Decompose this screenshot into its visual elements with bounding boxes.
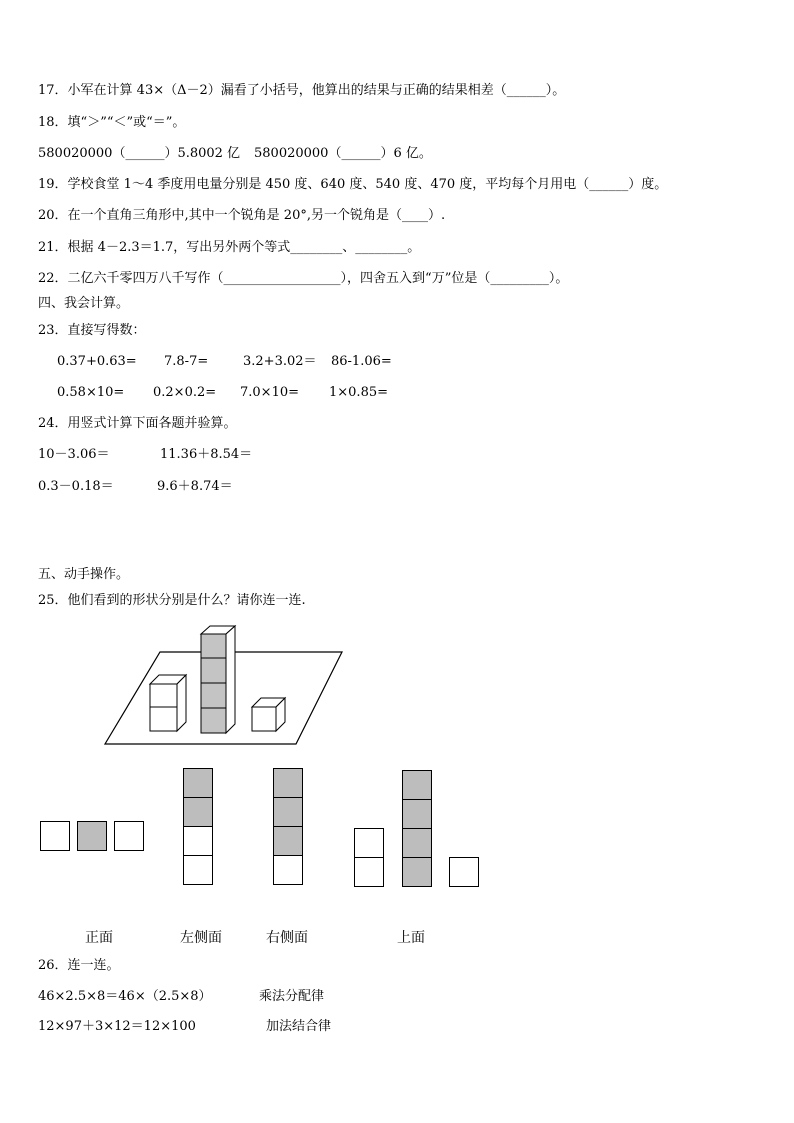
square-cell (354, 828, 384, 858)
calc-item: 0.37+0.63= (57, 354, 137, 369)
square-cell (114, 821, 144, 851)
question-21: 21．根据 4－2.3＝1.7，写出另外两个等式________、________。 (38, 240, 421, 255)
square-cell (183, 855, 213, 885)
square-cell (77, 821, 107, 851)
square-cell (183, 826, 213, 856)
square-cell (273, 797, 303, 827)
law-name: 乘法分配律 (259, 989, 325, 1004)
cube-single (252, 698, 285, 731)
question-26: 26．连一连。 (38, 958, 120, 973)
cube-stack-tall (201, 626, 235, 733)
view-label-right-side: 右侧面 (266, 930, 308, 946)
calc-item: 7.8-7= (164, 354, 209, 369)
question-18-item-a: 580020000（______）5.8002 亿 (38, 146, 241, 161)
calc-item: 0.2×0.2= (153, 385, 217, 400)
square-cell (402, 770, 432, 800)
square-cell (273, 855, 303, 885)
square-cell (354, 857, 384, 887)
square-cell (402, 828, 432, 858)
question-24: 24．用竖式计算下面各题并验算。 (38, 416, 237, 431)
vertical-calc-item: 9.6＋8.74＝ (157, 479, 233, 494)
law-name: 加法结合律 (266, 1019, 332, 1034)
view-label-front: 正面 (85, 930, 113, 946)
square-cell (402, 799, 432, 829)
question-22: 22．二亿六千零四万八千写作（__________________），四舍五入到“万”位是（_________）。 (38, 271, 569, 286)
question-18-item-b: 580020000（______）6 亿。 (254, 146, 432, 161)
calc-item: 1×0.85= (329, 385, 389, 400)
section-5-heading: 五、动手操作。 (38, 567, 130, 582)
question-18: 18．填“＞”“＜”或“＝”。 (38, 115, 186, 130)
square-cell (40, 821, 70, 851)
question-19: 19．学校食堂 1～4 季度用电量分别是 450 度、640 度、540 度、470 度，平均每个月用电（______）度。 (38, 177, 668, 192)
square-cell (183, 797, 213, 827)
cube-stack-left (150, 675, 186, 731)
square-cell (273, 826, 303, 856)
question-20: 20．在一个直角三角形中,其中一个锐角是 20°,另一个锐角是（____）. (38, 208, 446, 223)
law-expression: 46×2.5×8＝46×（2.5×8） (38, 989, 212, 1004)
square-cell (183, 768, 213, 798)
calc-item: 86-1.06= (331, 354, 392, 369)
section-4-heading: 四、我会计算。 (38, 296, 130, 311)
question-23: 23．直接写得数： (38, 323, 146, 338)
calc-item: 7.0×10= (240, 385, 300, 400)
view-label-left-side: 左侧面 (180, 930, 222, 946)
square-cell (402, 857, 432, 887)
question-25: 25．他们看到的形状分别是什么？请你连一连. (38, 593, 306, 608)
square-cell (449, 857, 479, 887)
square-cell (273, 768, 303, 798)
vertical-calc-item: 11.36＋8.54＝ (160, 447, 253, 462)
calc-item: 0.58×10= (57, 385, 125, 400)
vertical-calc-item: 10－3.06＝ (38, 447, 110, 462)
view-label-top: 上面 (397, 930, 425, 946)
question-17: 17．小军在计算 43×（Δ－2）漏看了小括号，他算出的结果与正确的结果相差（______）。 (38, 83, 566, 98)
vertical-calc-item: 0.3－0.18＝ (38, 479, 114, 494)
law-expression: 12×97＋3×12＝12×100 (38, 1019, 196, 1034)
calc-item: 3.2+3.02＝ (243, 354, 317, 369)
